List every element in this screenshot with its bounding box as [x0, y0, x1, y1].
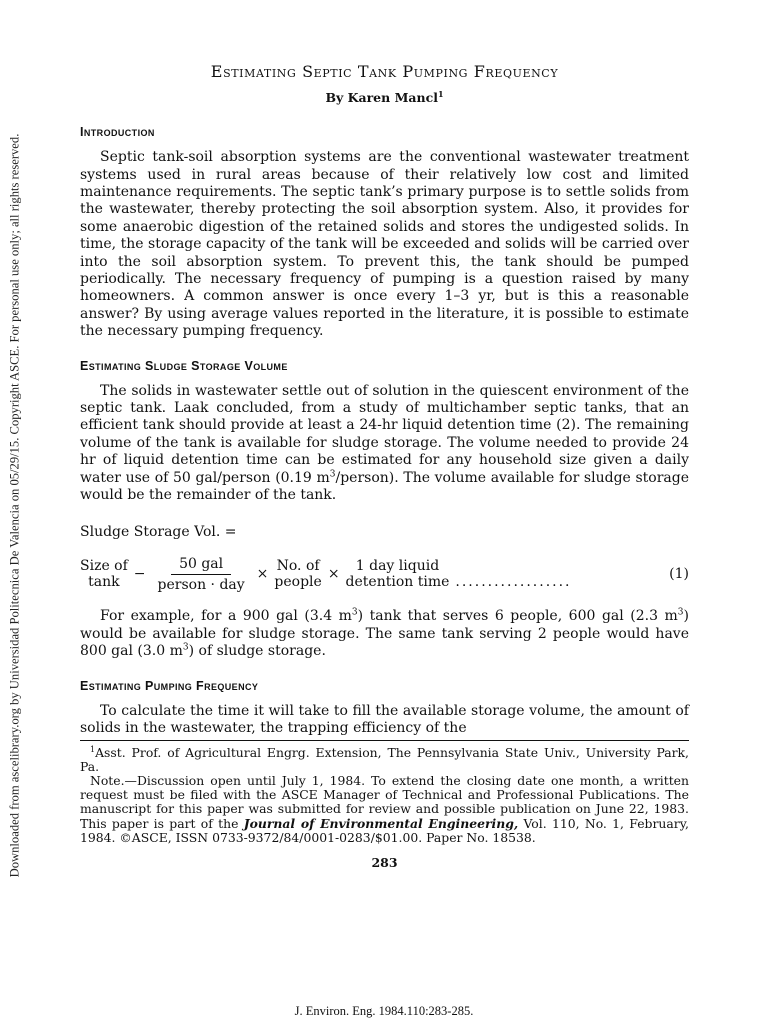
- article-page: [80, 58, 689, 870]
- example-paragraph: For example, for a 900 gal (3.4 $m^3$) tank that serves 6 people, 600 gal (2.3 $m^3$) would be available for sludge storage. The same tank serving 2 people would have 800 gal (3.0 $m^3$) of sludge storage.: [80, 607, 689, 660]
- equation-term-people: No. of people: [274, 558, 322, 591]
- introduction-paragraph: Septic tank-soil absorption systems are the conventional wastewater treatment systems used in rural areas because of their relatively low cost and limited maintenance requirements. The septic tank’s primary purpose is to settle solids from the wastewater, thereby protecting the soil absorption system. Also, it provides for some anaerobic digestion of the retained solids and stores the undigested solids. In time, the storage capacity of the tank will be exceeded and solids will be carried over into the soil absorption system. To prevent this, the tank should be pumped periodically. The necessary frequency of pumping is a question raised by many homeowners. A common answer is once every 1–3 yr, but is this a reasonable answer? By using average values reported in the literature, it is possible to estimate the necessary pumping frequency.: [80, 149, 689, 340]
- download-notice-text: Downloaded from ascelibrary.org by Universidad Politecnica De Valencia on 05/29/15. Copyright ASCE. For personal use only; all rights reserved.: [7, 133, 22, 877]
- journal-citation: J. Environ. Eng. 1984.110:283-285.: [294, 1004, 474, 1018]
- author-footnote-mark: 1: [437, 89, 444, 99]
- equation-fraction: $\frac{\text{50 gal}}{\text{person · day}}$: [157, 555, 245, 593]
- equation-1: [80, 552, 689, 596]
- section-heading-introduction: Introduction: [80, 125, 155, 140]
- author-name: By Karen Mancl: [325, 90, 438, 106]
- equation-label: Sludge Storage Vol. =: [80, 524, 237, 541]
- footnote-affiliation: $^1$Asst. Prof. of Agricultural Engrg. Extension, The Pennsylvania State Univ., University Park, Pa.: [80, 744, 689, 774]
- equation-number: (1): [669, 566, 689, 583]
- equation-minus: −: [133, 566, 146, 583]
- author-byline: [80, 89, 689, 105]
- equation-term-detention: 1 day liquid detention time: [345, 558, 450, 591]
- equation-times-2: ×: [327, 566, 340, 583]
- page-number: 283: [371, 855, 398, 871]
- footnote-divider: [80, 740, 689, 741]
- section-heading-sludge-storage: Estimating Sludge Storage Volume: [80, 358, 288, 373]
- equation-times-1: ×: [256, 566, 269, 583]
- article-title: Estimating Septic Tank Pumping Frequency: [210, 62, 559, 81]
- download-notice: [2, 120, 28, 890]
- footnote-discussion-note: Note.—Discussion open until July 1, 1984. To extend the closing date one month, a written request must be filed with the ASCE Manager of Technical and Professional Publications. The manuscript for this paper was submitted for review and possible publication on June 22, 1983. This paper is part of the Journal of Environmental Engineering, Vol. 110, No. 1, February, 1984. ©ASCE, ISSN 0733-9372/84/0001-0283/$01.00. Paper No. 18538.: [80, 773, 689, 845]
- section-heading-pumping-frequency: Estimating Pumping Frequency: [80, 678, 259, 693]
- equation-leader-dots: ..................: [455, 574, 572, 591]
- journal-name: Journal of Environmental Engineering,: [243, 815, 519, 831]
- equation-term-tank-size: Size of tank: [80, 558, 128, 591]
- pumping-paragraph: To calculate the time it will take to fill the available storage volume, the amount of solids in the wastewater, the trapping efficiency of the: [80, 702, 689, 737]
- sludge-paragraph: The solids in wastewater settle out of solution in the quiescent environment of the septic tank. Laak concluded, from a study of multichamber septic tanks, that an efficient tank should provide at least a 24-hr liquid detention time (2). The remaining volume of the tank is available for sludge storage. The volume needed to provide 24 hr of liquid detention time can be estimated for any household size given a daily water use of 50 gal/person (0.19 $m^3/person$). The volume available for sludge storage would be the remainder of the tank.: [80, 382, 690, 504]
